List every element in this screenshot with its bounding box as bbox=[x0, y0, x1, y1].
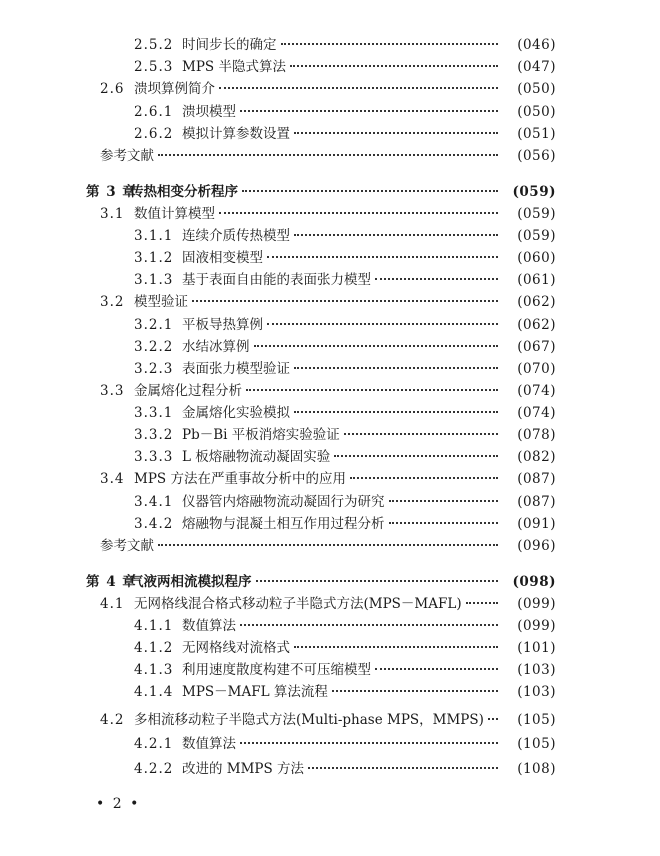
toc-entry-title: MPS 半隐式算法 bbox=[182, 59, 286, 75]
toc-entry-page: (059) bbox=[512, 184, 556, 200]
toc-entry-title: 表面张力模型验证 bbox=[182, 361, 290, 377]
toc-entry bbox=[134, 760, 556, 778]
toc-entry-title: 利用速度散度构建不可压缩模型 bbox=[182, 662, 371, 678]
dot-leader bbox=[192, 300, 498, 302]
toc-entry-number: 3.1.2 bbox=[134, 250, 174, 266]
toc-entry bbox=[134, 661, 556, 679]
dot-leader bbox=[281, 43, 499, 45]
toc-entry-page: (062) bbox=[517, 317, 556, 333]
toc-entry bbox=[134, 125, 556, 143]
toc-entry-title: 熔融物与混凝土相互作用过程分析 bbox=[182, 516, 385, 532]
toc-entry bbox=[100, 80, 556, 98]
dot-leader bbox=[267, 323, 498, 325]
toc-chapter bbox=[86, 183, 556, 201]
toc-entry-number: 3.1 bbox=[100, 206, 125, 222]
toc-entry-title: MPS－MAFL 算法流程 bbox=[182, 684, 328, 700]
toc-entry bbox=[134, 404, 556, 422]
toc-entry-title: 数值计算模型 bbox=[134, 206, 215, 222]
toc-entry-title: L 板熔融物流动凝固实验 bbox=[182, 449, 331, 465]
toc-entry bbox=[100, 470, 556, 488]
toc-entry-page: (061) bbox=[517, 272, 556, 288]
toc-entry bbox=[100, 205, 556, 223]
toc-entry-page: (082) bbox=[517, 449, 556, 465]
dot-leader bbox=[344, 433, 498, 435]
toc-entry bbox=[134, 338, 556, 356]
toc-entry bbox=[134, 426, 556, 444]
toc-chapter bbox=[86, 573, 556, 591]
toc-entry bbox=[134, 735, 556, 753]
dot-leader bbox=[290, 65, 498, 67]
toc-entry-number: 2.6 bbox=[100, 81, 125, 97]
toc-entry-number: 4.2.1 bbox=[134, 736, 174, 752]
toc-entry bbox=[100, 595, 556, 613]
toc-entry bbox=[134, 683, 556, 701]
dot-leader bbox=[332, 690, 498, 692]
toc-entry-page: (074) bbox=[517, 383, 556, 399]
dot-leader bbox=[240, 742, 498, 744]
toc-entry-number: 4.2.2 bbox=[134, 761, 174, 777]
toc-entry-page: (062) bbox=[517, 294, 556, 310]
dot-leader bbox=[308, 767, 498, 769]
toc-entry bbox=[134, 58, 556, 76]
dot-leader bbox=[375, 278, 498, 280]
dot-leader bbox=[240, 110, 498, 112]
dot-leader bbox=[219, 212, 498, 214]
toc-entry bbox=[134, 448, 556, 466]
toc-entry bbox=[134, 271, 556, 289]
toc-entry-number: 4.2 bbox=[100, 712, 125, 728]
toc-entry-number: 3.3.3 bbox=[134, 449, 174, 465]
toc-entry-number: 3.2 bbox=[100, 294, 125, 310]
dot-leader bbox=[219, 87, 498, 89]
toc-entry-title: 溃坝算例简介 bbox=[134, 81, 215, 97]
toc-entry-title: 金属熔化过程分析 bbox=[134, 383, 242, 399]
dot-leader bbox=[267, 256, 498, 258]
toc-entry bbox=[100, 293, 556, 311]
toc-entry bbox=[134, 316, 556, 334]
toc-entry-page: (099) bbox=[517, 618, 556, 634]
toc-entry-title: 参考文献 bbox=[100, 148, 154, 164]
toc-entry-number: 3.2.3 bbox=[134, 361, 174, 377]
dot-leader bbox=[389, 522, 499, 524]
toc-entry-number: 3.1.1 bbox=[134, 228, 174, 244]
dot-leader bbox=[240, 624, 498, 626]
toc-entry bbox=[134, 249, 556, 267]
dot-leader bbox=[350, 477, 498, 479]
toc-entry-number: 3.4 bbox=[100, 471, 125, 487]
dot-leader bbox=[254, 345, 499, 347]
toc-entry-page: (078) bbox=[517, 427, 556, 443]
dot-leader bbox=[466, 602, 498, 604]
toc-entry-title: 无网格线混合格式移动粒子半隐式方法(MPS－MAFL) bbox=[134, 596, 462, 612]
dot-leader bbox=[389, 500, 499, 502]
toc-entry-number: 3.3.2 bbox=[134, 427, 174, 443]
toc-entry-page: (056) bbox=[517, 148, 556, 164]
toc-entry-title: 模型验证 bbox=[134, 294, 188, 310]
toc-entry-page: (098) bbox=[512, 574, 556, 590]
toc-entry-page: (087) bbox=[517, 494, 556, 510]
toc-entry-title: 模拟计算参数设置 bbox=[182, 126, 290, 142]
toc-entry-page: (050) bbox=[517, 81, 556, 97]
toc-entry-number: 2.5.2 bbox=[134, 37, 174, 53]
toc-entry-title: 气液两相流模拟程序 bbox=[130, 574, 252, 590]
toc-entry bbox=[100, 382, 556, 400]
toc-entry-page: (047) bbox=[517, 59, 556, 75]
toc-entry-page: (070) bbox=[517, 361, 556, 377]
toc-entry-number: 2.6.1 bbox=[134, 104, 174, 120]
toc-entry-title: 传热相变分析程序 bbox=[130, 184, 238, 200]
toc-entry-title: 水结冰算例 bbox=[182, 339, 250, 355]
toc-entry-page: (103) bbox=[517, 684, 556, 700]
toc-entry bbox=[134, 360, 556, 378]
toc-entry-number: 2.5.3 bbox=[134, 59, 174, 75]
dot-leader bbox=[158, 154, 498, 156]
toc-entry-title: 基于表面自由能的表面张力模型 bbox=[182, 272, 371, 288]
dot-leader bbox=[294, 234, 498, 236]
toc-entry-number: 3.4.1 bbox=[134, 494, 174, 510]
toc-entry-page: (103) bbox=[517, 662, 556, 678]
toc-entry-title: MPS 方法在严重事故分析中的应用 bbox=[134, 471, 346, 487]
toc-entry-number: 第 4 章 bbox=[86, 574, 137, 590]
toc-entry-number: 3.2.2 bbox=[134, 339, 174, 355]
toc-entry-number: 4.1.1 bbox=[134, 618, 174, 634]
toc-entry-number: 3.3.1 bbox=[134, 405, 174, 421]
toc-entry-page: (051) bbox=[517, 126, 556, 142]
toc-entry-page: (101) bbox=[517, 640, 556, 656]
toc-entry bbox=[100, 537, 556, 555]
toc-entry-number: 3.3 bbox=[100, 383, 125, 399]
dot-leader bbox=[294, 646, 498, 648]
toc-entry-title: 参考文献 bbox=[100, 538, 154, 554]
toc-entry-number: 4.1 bbox=[100, 596, 125, 612]
dot-leader bbox=[158, 544, 498, 546]
toc-entry-number: 3.2.1 bbox=[134, 317, 174, 333]
dot-leader bbox=[246, 389, 498, 391]
dot-leader bbox=[488, 718, 498, 720]
toc-entry-number: 3.1.3 bbox=[134, 272, 174, 288]
toc-entry-title: Pb－Bi 平板消熔实验验证 bbox=[182, 427, 340, 443]
toc-entry-title: 金属熔化实验模拟 bbox=[182, 405, 290, 421]
toc-entry bbox=[134, 617, 556, 635]
dot-leader bbox=[256, 580, 499, 582]
toc-entry-title: 改进的 MMPS 方法 bbox=[182, 761, 305, 777]
toc-entry-page: (105) bbox=[517, 712, 556, 728]
toc-entry-title: 仪器管内熔融物流动凝固行为研究 bbox=[182, 494, 385, 510]
page-number: • 2 • bbox=[96, 796, 141, 812]
toc-entry-title: 无网格线对流格式 bbox=[182, 640, 290, 656]
toc-entry bbox=[134, 36, 556, 54]
toc-entry-number: 3.4.2 bbox=[134, 516, 174, 532]
toc-entry-number: 4.1.3 bbox=[134, 662, 174, 678]
dot-leader bbox=[294, 411, 498, 413]
toc-entry-page: (087) bbox=[517, 471, 556, 487]
toc-entry-number: 4.1.4 bbox=[134, 684, 174, 700]
toc-entry-title: 固液相变模型 bbox=[182, 250, 263, 266]
toc-entry-page: (050) bbox=[517, 104, 556, 120]
dot-leader bbox=[334, 455, 498, 457]
dot-leader bbox=[375, 668, 498, 670]
toc-entry bbox=[100, 147, 556, 165]
toc-entry bbox=[100, 711, 556, 729]
toc-entry-page: (046) bbox=[517, 37, 556, 53]
toc-entry-title: 平板导热算例 bbox=[182, 317, 263, 333]
dot-leader bbox=[242, 190, 498, 192]
toc-entry-page: (105) bbox=[517, 736, 556, 752]
toc-entry-number: 第 3 章 bbox=[86, 184, 137, 200]
toc-entry-title: 连续介质传热模型 bbox=[182, 228, 290, 244]
dot-leader bbox=[294, 132, 498, 134]
toc-entry-number: 2.6.2 bbox=[134, 126, 174, 142]
toc-entry-title: 时间步长的确定 bbox=[182, 37, 277, 53]
toc-entry-page: (108) bbox=[517, 761, 556, 777]
toc-entry bbox=[134, 103, 556, 121]
toc-entry-page: (060) bbox=[517, 250, 556, 266]
toc-entry-page: (096) bbox=[517, 538, 556, 554]
toc-entry-number: 4.1.2 bbox=[134, 640, 174, 656]
toc-entry-page: (059) bbox=[517, 228, 556, 244]
toc-entry-page: (059) bbox=[517, 206, 556, 222]
toc-entry bbox=[134, 493, 556, 511]
dot-leader bbox=[294, 367, 498, 369]
toc-entry-page: (099) bbox=[517, 596, 556, 612]
toc-entry-page: (067) bbox=[517, 339, 556, 355]
toc-entry-title: 数值算法 bbox=[182, 736, 236, 752]
toc-entry bbox=[134, 515, 556, 533]
toc-entry bbox=[134, 639, 556, 657]
toc-entry-title: 多相流移动粒子半隐式方法(Multi-phase MPS，MMPS) bbox=[134, 712, 484, 728]
toc-entry-title: 数值算法 bbox=[182, 618, 236, 634]
toc-entry-title: 溃坝模型 bbox=[182, 104, 236, 120]
toc-entry-page: (074) bbox=[517, 405, 556, 421]
toc-entry-page: (091) bbox=[517, 516, 556, 532]
toc-entry bbox=[134, 227, 556, 245]
